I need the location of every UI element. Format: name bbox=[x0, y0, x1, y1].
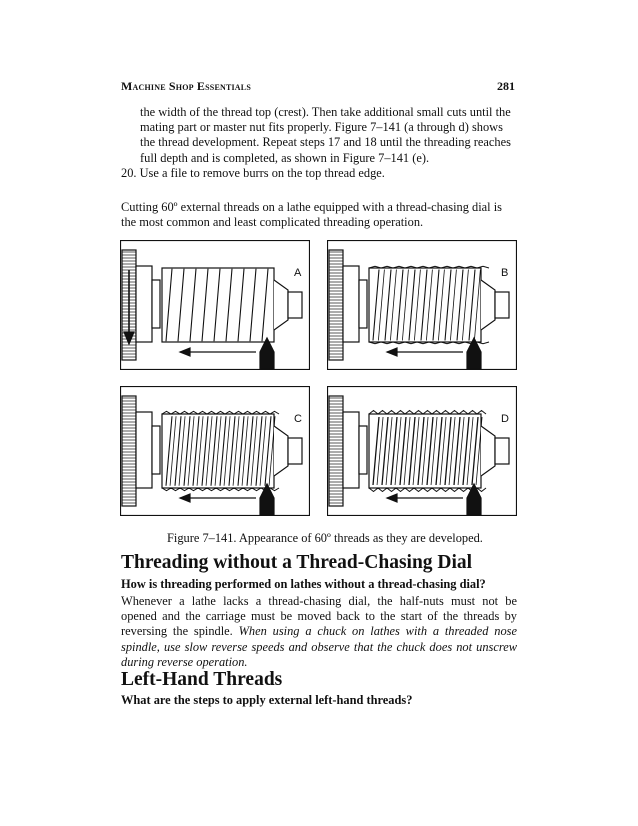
text-line: the width of the thread top (crest). Then take additional small cuts until the bbox=[140, 105, 511, 119]
chuck-jaw bbox=[329, 396, 343, 506]
page-number: 281 bbox=[497, 79, 515, 93]
chuck-body bbox=[136, 266, 152, 342]
tailstock-center bbox=[481, 280, 495, 330]
chuck-body bbox=[343, 412, 359, 488]
lathe-drawing bbox=[328, 241, 517, 370]
text-line: the most common and least complicated threading operation. bbox=[121, 215, 424, 230]
tailstock-quill bbox=[495, 438, 509, 464]
panel-label: C bbox=[294, 413, 302, 425]
figure-panel-c bbox=[120, 386, 310, 516]
lathe-drawing bbox=[328, 387, 517, 516]
figure-panel-a bbox=[120, 240, 310, 370]
section-question-left-hand: What are the steps to apply external left-hand threads? bbox=[121, 693, 413, 707]
italic-note: spindle, use slow reverse speeds and observe that the chuck does not unscrew bbox=[121, 639, 517, 654]
tailstock-quill bbox=[288, 292, 302, 318]
section-body-no-dial bbox=[121, 594, 517, 670]
text-segment: reversing the spindle. bbox=[121, 624, 233, 639]
lathe-drawing bbox=[121, 387, 310, 516]
tailstock-quill bbox=[288, 438, 302, 464]
panel-label: D bbox=[501, 413, 509, 425]
tailstock-center bbox=[274, 280, 288, 330]
continued-step-paragraph bbox=[140, 105, 517, 166]
tailstock-center bbox=[274, 426, 288, 476]
feed-arrowhead bbox=[180, 494, 190, 502]
text-line: full depth and is completed, as shown in Figure 7–141 (e). bbox=[140, 150, 430, 165]
intro-paragraph bbox=[121, 200, 517, 230]
chuck-jaw bbox=[122, 396, 136, 506]
text-line bbox=[121, 640, 517, 655]
step-20: 20. Use a file to remove burrs on the top thread edge. bbox=[121, 166, 385, 180]
text-line: Whenever a lathe lacks a thread-chasing dial, the half-nuts must not be bbox=[121, 594, 517, 608]
text-line bbox=[121, 655, 517, 670]
text-line: opened and the carriage must be moved back to the start of the threads by bbox=[121, 609, 517, 624]
panel-label: A bbox=[294, 267, 302, 279]
section-question-no-dial: How is threading performed on lathes without a thread-chasing dial? bbox=[121, 577, 486, 591]
figure-panel-b bbox=[327, 240, 517, 370]
chuck-body bbox=[136, 412, 152, 488]
panel-label: B bbox=[501, 267, 509, 279]
feed-arrowhead bbox=[180, 348, 190, 356]
text-line bbox=[121, 624, 517, 639]
italic-note: When using a chuck on lathes with a threaded nose bbox=[238, 624, 517, 639]
figure-caption: Figure 7–141. Appearance of 60º threads as they are developed. bbox=[167, 531, 483, 545]
section-heading-no-dial: Threading without a Thread-Chasing Dial bbox=[121, 552, 473, 573]
chuck-hub bbox=[152, 280, 160, 328]
chuck-hub bbox=[359, 280, 367, 328]
page-header bbox=[121, 79, 515, 94]
section-heading-left-hand: Left-Hand Threads bbox=[121, 669, 283, 690]
chuck-hub bbox=[359, 426, 367, 474]
running-title: Machine Shop Essentials bbox=[121, 79, 251, 93]
feed-arrowhead bbox=[387, 494, 397, 502]
chuck-hub bbox=[152, 426, 160, 474]
figure-panel-d bbox=[327, 386, 517, 516]
text-line: mating part or master nut fits properly. Figure 7–141 (a through d) shows bbox=[140, 120, 503, 135]
feed-arrowhead bbox=[387, 348, 397, 356]
lathe-drawing bbox=[121, 241, 310, 370]
tailstock-quill bbox=[495, 292, 509, 318]
text-line: Cutting 60º external threads on a lathe equipped with a thread-chasing dial is bbox=[121, 200, 502, 214]
cutting-tool bbox=[260, 338, 274, 369]
thread-development-figure bbox=[117, 240, 521, 520]
tailstock-center bbox=[481, 426, 495, 476]
chuck-jaw bbox=[329, 250, 343, 360]
text-line: the thread development. Repeat steps 17 and 18 until the threading reaches bbox=[140, 135, 511, 150]
chuck-body bbox=[343, 266, 359, 342]
italic-note: during reverse operation. bbox=[121, 654, 248, 669]
